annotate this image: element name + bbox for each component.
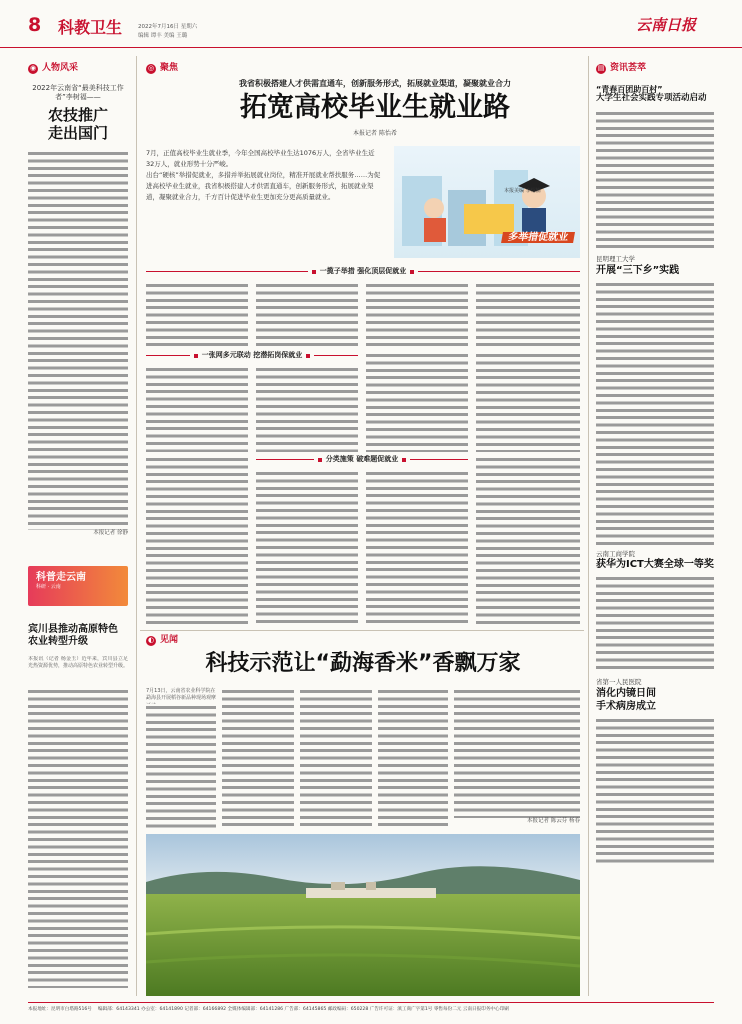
- article-reporter: 本报记者 徐静: [93, 530, 128, 536]
- feature-tag: [146, 64, 178, 74]
- feature-body-1: [146, 282, 248, 348]
- bottom-story-reporter: 本报记者 陈云芬 杨春: [527, 818, 580, 824]
- feature-body-4: [476, 282, 580, 348]
- feature-body-5: [146, 366, 248, 452]
- article-title-2: 走出国门: [47, 124, 108, 142]
- bottom-body-2: [222, 688, 294, 828]
- feature-reporter: 本报记者 陈怡希: [353, 130, 397, 137]
- science-ad: [28, 566, 128, 606]
- bottom-tag-label: 见闻: [160, 635, 179, 646]
- feature-cartoon: [394, 146, 580, 258]
- digest-tag-label: 资讯荟萃: [610, 63, 647, 74]
- digest-3-body: [596, 575, 714, 671]
- digest-2-kicker: 昆明理工大学: [596, 255, 635, 264]
- feature-subhead-1: [146, 268, 580, 275]
- cartoon-credit: 本报美编 李绍楠: [504, 188, 541, 194]
- digest-2-body: [596, 281, 714, 545]
- news-icon: ▤: [597, 64, 605, 73]
- person-icon: ◉: [29, 64, 37, 73]
- digest-1-kicker: “青春百团助百村”: [596, 85, 663, 94]
- digest-2-title: 开展“三下乡”实践: [596, 264, 680, 276]
- rice-field-photo: [146, 834, 580, 996]
- digest-1-title: 大学生社会实践专项活动启动: [596, 93, 707, 104]
- ad-sub: 科研 · 云南: [36, 584, 61, 591]
- feature-body-9: [146, 456, 248, 624]
- feature-body-7: [366, 352, 468, 452]
- feature-title: 拓宽高校毕业生就业路: [240, 92, 510, 123]
- article2-title: 宾川县推动高原特色: [28, 624, 118, 635]
- page-footer: [28, 1002, 714, 1013]
- date-line: 2022年7月16日 星期六: [138, 24, 198, 30]
- subhead-2-label: 一张网多元联动 挖潜拓岗保就业: [201, 351, 303, 359]
- feature-tag-label: 聚焦: [160, 63, 179, 74]
- feature-body-3: [366, 282, 468, 348]
- digest-3-title: 获华为ICT大赛全球一等奖: [596, 559, 714, 571]
- feature-kicker: 我省积极搭建人才供需直通车，创新服务形式，拓展就业渠道，凝聚就业合力: [239, 79, 511, 88]
- feature-subhead-2: [146, 352, 358, 359]
- ad-title: 科普走云南: [36, 572, 86, 583]
- feature-lede: 7月，正值高校毕业生就业季，今年全国高校毕业生达1076万人，全省毕业生近32万人，就业形势十分严峻。: [146, 149, 375, 168]
- feature-lede-2: 出台“硬核”举措促就业，多措并举拓展就业岗位，精准开展就业帮扶服务……为促进高校毕业生就业，我省积极搭建人才供需直通车，创新服务形式，拓展就业渠道，凝聚就业合力，千方百计促进毕业生更加充分更高质量就业。: [146, 171, 381, 201]
- section-tag: [28, 64, 128, 74]
- feature-body-12: [476, 456, 580, 624]
- focus-icon: ◎: [147, 64, 155, 73]
- bottom-body-3: [300, 688, 372, 828]
- right-column: [596, 64, 714, 996]
- article-body: [28, 150, 128, 530]
- digest-4-kicker: 省第一人民医院: [596, 678, 642, 687]
- article2-body: [28, 688, 128, 988]
- left-article-2: [28, 624, 128, 984]
- subhead-3-label: 分类施策 破难题促就业: [325, 455, 399, 463]
- feature-body-10: [256, 470, 358, 624]
- digest-4-body: [596, 717, 714, 867]
- digest-3-kicker: 云南工商学院: [596, 549, 635, 558]
- article-title: 农技推广: [47, 106, 108, 124]
- news-digest-tag: [596, 64, 714, 74]
- subhead-1-label: 一揽子举措 强化顶层促就业: [319, 267, 407, 275]
- feature-body-6: [256, 366, 358, 452]
- digest-4-title-2: 手术病房成立: [596, 700, 656, 712]
- masthead-logo: 云南日报: [636, 16, 697, 34]
- digest-4-title: 消化内镜日间: [596, 687, 656, 699]
- editor-line: 编辑 谭丰 美编 王璐: [138, 33, 188, 39]
- bottom-story-tag: [146, 636, 178, 646]
- section-name: 科教卫生: [58, 18, 123, 37]
- feature-body-2: [256, 282, 358, 348]
- feature-banner: 多举措促就业: [501, 232, 575, 243]
- article2-title-2: 农业转型升级: [28, 636, 88, 647]
- bottom-story-title: 科技示范让“勐海香米”香飘万家: [205, 651, 521, 676]
- digest-1-body: [596, 110, 714, 250]
- bottom-body-1: [146, 704, 216, 828]
- feature-body-11: [366, 470, 468, 624]
- eye-icon: ◐: [147, 636, 155, 645]
- section-tag-label: 人物风采: [42, 63, 79, 74]
- feature-body-8: [476, 352, 580, 452]
- bottom-body-4: [378, 688, 448, 828]
- article2-intro: 本报讯（记者 杨金玉）近年来，宾川县立足光热资源优势，推动高原特色农业转型升级。: [28, 656, 128, 670]
- page-header: [0, 0, 742, 48]
- left-column: [28, 64, 128, 620]
- footer-address: 本报地址：昆明市白塔路516号: [28, 1007, 92, 1012]
- footer-phones: 编辑部：64143341 办公室：64141890 记者部：64166892 全媒体编辑部：64141286 广告部：64145865 邮政编码：650228 广告许可证：滇工商广字第1号 零售每份二元 云南日报印务中心印刷: [97, 1007, 509, 1012]
- article-kicker: 2022年云南省“最美科技工作者”李树福——: [32, 84, 124, 101]
- page-number: 8: [28, 14, 42, 36]
- bottom-story-lede: 7月13日，云南省农业科学院在勐海县开展稻谷新品种现场观摩: [146, 688, 217, 702]
- rice-field-image: [146, 834, 580, 996]
- bottom-body-5: [454, 688, 580, 818]
- feature-subhead-3: [256, 456, 468, 463]
